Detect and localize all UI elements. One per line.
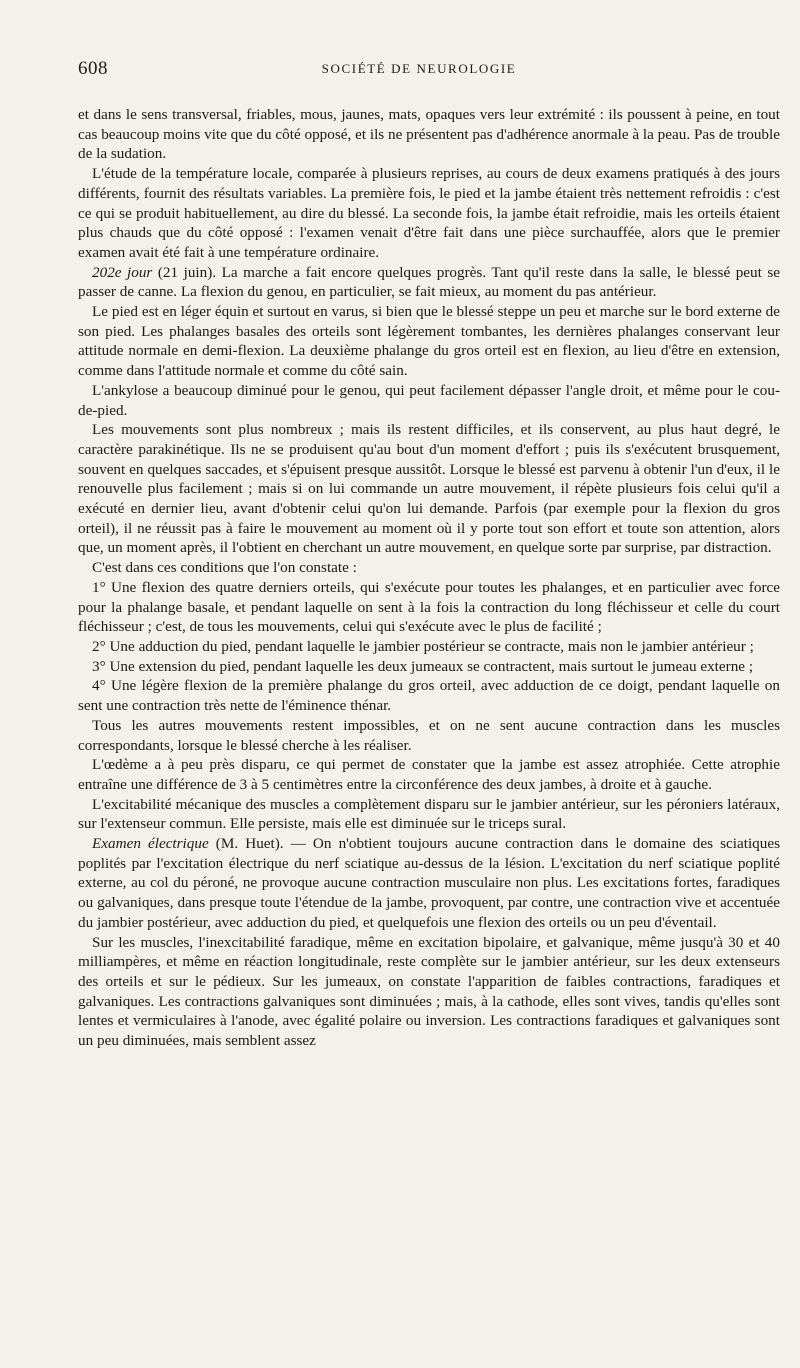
paragraph xyxy=(78,420,780,558)
paragraph xyxy=(78,933,780,1051)
paragraph xyxy=(78,834,780,933)
paragraph xyxy=(78,164,780,263)
paragraph-text: (21 juin). La marche a fait encore quelques progrès. Tant qu'il reste dans la salle, le blessé peut se passer de canne. La flexion du genou, en particulier, se fait mieux, au moment du pas antérieur. xyxy=(78,263,781,301)
paragraph-text: L'ankylose a beaucoup diminué pour le genou, qui peut facilement dépasser l'angle droit, et même pour le cou-de-pied. xyxy=(78,381,780,419)
body-text xyxy=(78,105,780,1051)
paragraph xyxy=(78,558,780,578)
paragraph xyxy=(78,637,780,657)
paragraph-text: 4° Une légère flexion de la première phalange du gros orteil, avec adduction de ce doigt, pendant laquelle on sent une contraction très nette de l'éminence thénar. xyxy=(78,677,780,715)
paragraph xyxy=(78,381,780,420)
paragraph xyxy=(78,676,780,715)
page-header xyxy=(78,58,760,82)
paragraph-text: Les mouvements sont plus nombreux ; mais ils restent difficiles, et ils conservent, au plus haut degré, le caractère parakinétique. Ils ne se produisent qu'au bout d'un moment d'effort ; puis ils s'exécutent brusquement, souvent en quelques saccades, et s'épuisent presque aussitôt. Lorsque le blessé est parvenu à obtenir l'un d'eux, il le renouvelle plus facilement ; mais si on lui commande un autre mouvement, il répète plusieurs fois celui qu'il a exécuté en dernier lieu, avant d'obtenir celui qu'on lui demande. Parfois (par exemple pour la flexion du gros orteil), il ne réussit pas à faire le mouvement au moment où il y porte tout son effort et toute son attention, alors que, un moment après, il l'obtient en cherchant un autre mouvement, en quelque sorte par surprise, par distraction. xyxy=(78,421,780,557)
paragraph-text: C'est dans ces conditions que l'on constate : xyxy=(92,559,357,577)
paragraph xyxy=(78,755,780,794)
paragraph-text: L'excitabilité mécanique des muscles a complètement disparu sur le jambier antérieur, sur les péroniers latéraux, sur l'extenseur commun. Elle persiste, mais elle est diminuée sur le triceps sural. xyxy=(78,795,780,833)
paragraph-text: (M. Huet). — On n'obtient toujours aucune contraction dans le domaine des sciatiques poplités par l'excitation électrique du nerf sciatique au-dessus de la lésion. L'excitation du nerf sciatique poplité externe, au col du péroné, ne provoque aucune contraction musculaire non plus. Les excitations fortes, faradiques ou galvaniques, dans presque toute l'étendue de la jambe, provoquent, par contre, une contraction vive et accentuée du jambier postérieur, avec adduction du pied, et quelquefois une flexion des orteils ou un peu d'éventail. xyxy=(78,835,781,931)
paragraph xyxy=(78,657,780,677)
paragraph-lead: 202e jour xyxy=(92,263,153,281)
paragraph xyxy=(78,716,780,755)
paragraph-text: L'étude de la température locale, comparée à plusieurs reprises, au cours de deux examens pratiqués à des jours différents, fournit des résultats variables. La première fois, le pied et la jambe étaient très nettement refroidis : c'est ce qui se produit habituellement, au dire du blessé. La seconde fois, la jambe était refroidie, mais les orteils étaient plus chauds que du côté opposé : l'examen venait d'être fait dans une pièce surchauffée, alors que le premier examen avait été fait à une température ordinaire. xyxy=(78,165,780,261)
paragraph-text: 1° Une flexion des quatre derniers orteils, qui s'exécute pour toutes les phalanges, et en particulier avec force pour la phalange basale, et pendant laquelle on sent à la fois la contraction du long fléchisseur et celle du court fléchisseur ; c'est, de tous les mouvements, celui qui s'exécute avec le plus de facilité ; xyxy=(78,578,780,636)
page-number: 608 xyxy=(78,58,108,79)
paragraph-text: 3° Une extension du pied, pendant laquelle les deux jumeaux se contractent, mais surtout le jumeau externe ; xyxy=(92,657,754,675)
paragraph xyxy=(78,302,780,381)
paragraph-text: Le pied est en léger équin et surtout en varus, si bien que le blessé steppe un peu et marche sur le bord externe de son pied. Les phalanges basales des orteils sont légèrement tombantes, les dernières phalanges conservant leur attitude normale en demi-flexion. La deuxième phalange du gros orteil est en flexion, au lieu d'être en extension, comme dans l'attitude normale et comme du côté sain. xyxy=(78,303,780,380)
paragraph-text: Sur les muscles, l'inexcitabilité faradique, même en excitation bipolaire, et galvanique, même jusqu'à 30 et 40 milliampères, et même en réaction longitudinale, reste complète sur le jambier antérieur, sur les deux extenseurs des orteils et sur le pédieux. Sur les jumeaux, on constate l'apparition de faibles contractions, faradiques et galvaniques. Les contractions galvaniques sont diminuées ; mais, à la cathode, elles sont vives, tandis qu'elles sont lentes et vermiculaires à l'anode, avec égalité polaire ou inversion. Les contractions faradiques et galvaniques sont un peu diminuées, mais semblent assez xyxy=(78,933,780,1050)
paragraph-lead: Examen électrique xyxy=(92,835,209,853)
paragraph xyxy=(78,105,780,164)
paragraph-text: L'œdème a à peu près disparu, ce qui permet de constater que la jambe est assez atrophiée. Cette atrophie entraîne une différence de 3 à 5 centimètres entre la circonférence des deux jambes, à droite et à gauche. xyxy=(78,756,780,793)
running-head: SOCIÉTÉ DE NEUROLOGIE xyxy=(321,61,517,76)
paragraph-text: Tous les autres mouvements restent impossibles, et on ne sent aucune contraction dans les muscles correspondants, lorsque le blessé cherche à les réaliser. xyxy=(78,716,780,754)
paragraph-text: 2° Une adduction du pied, pendant laquelle le jambier postérieur se contracte, mais non le jambier antérieur ; xyxy=(92,637,754,655)
paragraph xyxy=(78,578,780,637)
paragraph xyxy=(78,263,780,302)
paragraph-text: et dans le sens transversal, friables, mous, jaunes, mats, opaques vers leur extrémité : ils poussent à peine, en tout cas beaucoup moins vite que du côté opposé, et ils ne présentent pas d'adhérence anormale à la peau. Pas de trouble de la sudation. xyxy=(78,106,780,163)
paragraph xyxy=(78,795,780,834)
